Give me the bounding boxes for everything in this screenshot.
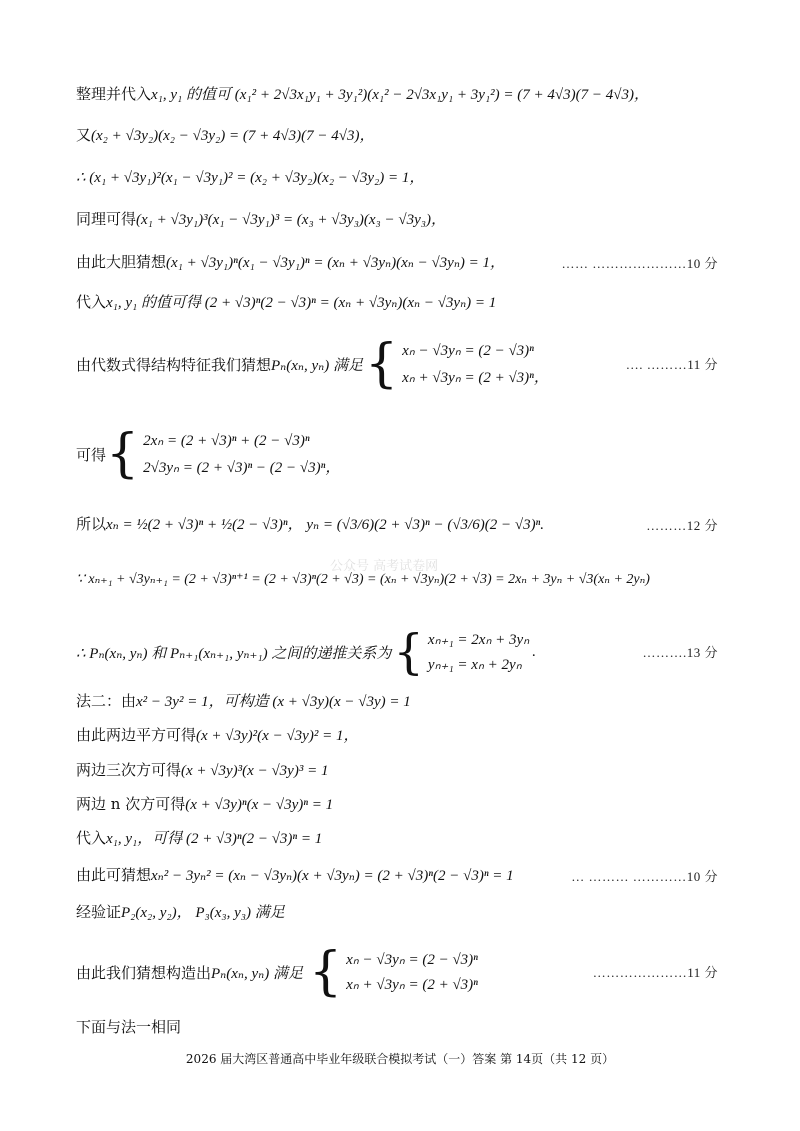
line-11-system-eq1: xₙ₊₁ = 2xₙ + 3yₙ — [427, 632, 530, 648]
line-11-math: ∴ Pₙ(xₙ, yₙ) 和 Pₙ₊₁(xₙ₊₁, yₙ₊₁) 之间的递推关系为 — [76, 645, 392, 662]
score-12: ………12 分 — [646, 518, 718, 533]
line-11-system-eq2: yₙ₊₁ = xₙ + 2yₙ — [427, 657, 522, 673]
line-16-text: 代入 — [76, 829, 107, 847]
line-9-text: 所以 — [76, 515, 107, 533]
score-10-b: … ……… …………10 分 — [571, 869, 718, 884]
line-17-text: 由此可猜想 — [76, 866, 152, 884]
watermark: 公众号 高考试卷网 — [330, 559, 439, 574]
line-11-system — [428, 630, 529, 674]
page-footer: 2026 届大湾区普通高中毕业年级联合模拟考试（一）答案 第 14页（共 12 页） — [185, 1052, 615, 1066]
line-7-system — [402, 341, 549, 387]
score-13: ……….13 分 — [642, 645, 718, 660]
line-3-math: ∴ (x₁ + √3y₁)²(x₁ − √3y₁)² = (x₂ + √3y₂)(x₂ − √3y₂) = 1， — [76, 170, 425, 186]
line-15-math: (x + √3y)ⁿ(x − √3y)ⁿ = 1 — [185, 797, 334, 813]
line-2-text: 又 — [76, 126, 92, 144]
line-7-text: 由代数式得结构特征我们猜想 — [76, 355, 272, 374]
line-16 — [76, 827, 760, 850]
line-19-text: 由此我们猜想构造出 — [76, 963, 212, 982]
line-19-system-eq1: xₙ − √3yₙ = (2 − √3)ⁿ — [346, 952, 478, 968]
line-19-system-eq2: xₙ + √3yₙ = (2 + √3)ⁿ — [346, 977, 478, 993]
line-20-text: 下面与法一相同 — [76, 1018, 182, 1036]
line-8-brace: { — [106, 424, 140, 484]
line-12 — [76, 690, 760, 713]
line-19-math: Pₙ(xₙ, yₙ) 满足 — [211, 965, 303, 982]
line-9-math: xₙ = ½(2 + √3)ⁿ + ½(2 − √3)ⁿ， yₙ = (√3/6)(2 + √3)ⁿ − (√3/6)(2 − √3)ⁿ. — [106, 517, 545, 533]
line-1-math: x₁, y₁ 的值可 (x₁² + 2√3x₁y₁ + 3y₁²)(x₁² − 2√3x₁y₁ + 3y₁²) = (7 + 4√3)(7 − 4√3)， — [151, 87, 649, 103]
line-8-system-eq1: 2xₙ = (2 + √3)ⁿ + (2 − √3)ⁿ — [143, 433, 310, 449]
line-10 — [76, 568, 760, 591]
line-2-math: (x₂ + √3y₂)(x₂ − √3y₂) = (7 + 4√3)(7 − 4√3)， — [91, 128, 375, 144]
line-5-text: 由此大胆猜想 — [76, 253, 167, 271]
line-13-text: 由此两边平方可得 — [76, 726, 197, 744]
line-8 — [76, 422, 340, 486]
line-19 — [76, 940, 478, 1004]
line-4 — [76, 208, 760, 231]
line-8-system-eq2: 2√3yₙ = (2 + √3)ⁿ − (2 − √3)ⁿ， — [143, 460, 341, 476]
line-19-system — [346, 950, 478, 994]
line-18-text: 经验证 — [76, 903, 122, 921]
line-7-system-eq2: xₙ + √3yₙ = (2 + √3)ⁿ， — [402, 370, 549, 386]
line-18 — [76, 901, 760, 924]
line-11-brace: { — [393, 624, 424, 680]
line-7-math: Pₙ(xₙ, yₙ) 满足 — [271, 357, 363, 374]
line-12-text: 法二：由 — [76, 692, 137, 710]
line-6 — [76, 291, 760, 314]
line-10-math: ∵ xₙ₊₁ + √3yₙ₊₁ = (2 + √3)ⁿ⁺¹ = (2 + √3)ⁿ(2 + √3) = (xₙ + √3yₙ)(2 + √3) = 2xₙ + 3yₙ + √3(xₙ + 2yₙ) — [76, 572, 650, 587]
line-19-brace: { — [308, 942, 343, 1002]
line-6-math: x₁, y₁ 的值可得 (2 + √3)ⁿ(2 − √3)ⁿ = (xₙ + √3yₙ)(xₙ − √3yₙ) = 1 — [106, 295, 497, 311]
line-14 — [76, 759, 760, 782]
line-7-brace: { — [364, 334, 399, 394]
line-4-math: (x₁ + √3y₁)³(x₁ − √3y₁)³ = (x₃ + √3y₃)(x₃ − √3y₃)， — [136, 212, 446, 228]
line-20 — [76, 1016, 760, 1038]
line-5-math: (x₁ + √3y₁)ⁿ(x₁ − √3y₁)ⁿ = (xₙ + √3yₙ)(xₙ − √3yₙ) = 1， — [166, 255, 506, 271]
score-11-a: …. ………11 分 — [625, 357, 718, 372]
line-7-system-eq1: xₙ − √3yₙ = (2 − √3)ⁿ — [402, 343, 534, 359]
line-8-system — [143, 431, 340, 477]
line-8-text: 可得 — [76, 445, 107, 464]
line-14-text: 两边三次方可得 — [76, 761, 182, 779]
line-3 — [76, 166, 760, 189]
line-17-math: xₙ² − 3yₙ² = (xₙ − √3yₙ)(x + √3yₙ) = (2 + √3)ⁿ(2 − √3)ⁿ = 1 — [151, 868, 514, 884]
score-11-b: …………………11 分 — [592, 965, 718, 980]
line-2 — [76, 124, 760, 147]
line-4-text: 同理可得 — [76, 210, 137, 228]
line-14-math: (x + √3y)³(x − √3y)³ = 1 — [181, 763, 329, 779]
line-15-text: 两边 n 次方可得 — [76, 795, 186, 813]
line-6-text: 代入 — [76, 293, 107, 311]
line-1 — [76, 83, 760, 106]
line-18-math: P₂(x₂, y₂)， P₃(x₃, y₃) 满足 — [121, 905, 285, 921]
line-13 — [76, 724, 760, 747]
line-7 — [76, 332, 549, 396]
line-13-math: (x + √3y)²(x − √3y)² = 1， — [196, 728, 359, 744]
line-12-math: x² − 3y² = 1，可构造 (x + √3y)(x − √3y) = 1 — [136, 694, 411, 710]
line-11-end: . — [532, 643, 536, 660]
score-10-a: …… …………………10 分 — [561, 256, 718, 271]
line-16-math: x₁, y₁，可得 (2 + √3)ⁿ(2 − √3)ⁿ = 1 — [106, 831, 323, 847]
line-1-text: 整理并代入 — [76, 85, 152, 103]
line-11 — [76, 622, 536, 682]
line-15 — [76, 793, 760, 816]
